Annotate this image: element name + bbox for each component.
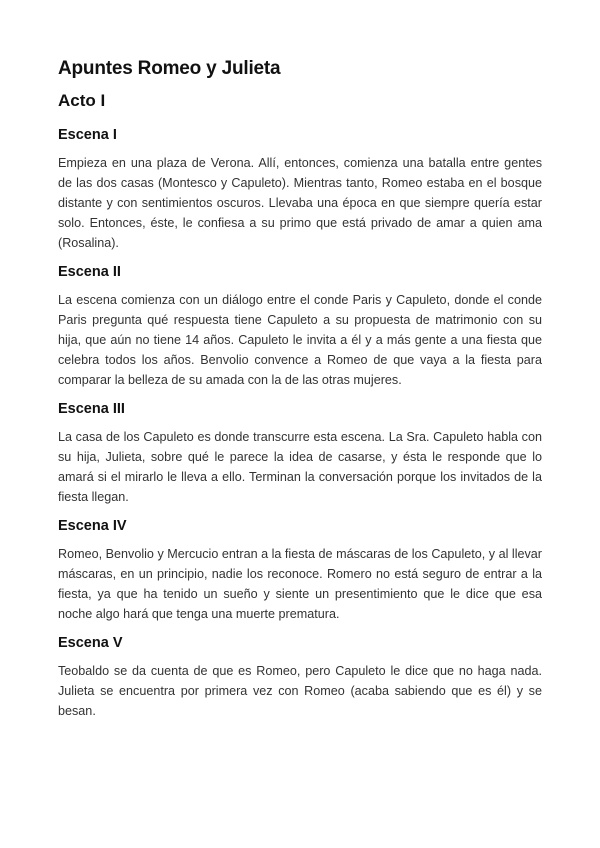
scene-paragraph: La casa de los Capuleto es donde transcurre esta escena. La Sra. Capuleto habla con su hija, Julieta, sobre qué le parece la idea de casarse, y ésta le responde que lo amará si el mirarlo le lleva a ello. Terminan la conversación porque los invitados de la fiesta llegan. — [58, 430, 542, 504]
scene-paragraph: La escena comienza con un diálogo entre el conde Paris y Capuleto, donde el conde Paris pregunta qué respuesta tiene Capuleto a su propuesta de matrimonio con su hija, que aún no tiene 14 años. Capuleto le invita a él y a más gente a una fiesta que celebra todos los años. Benvolio convence a Romeo de que vaya a la fiesta para comparar la belleza de su amada con la de las otras mujeres. — [58, 293, 542, 387]
scene-paragraph: Teobaldo se da cuenta de que es Romeo, pero Capuleto le dice que no haga nada. Julieta se encuentra por primera vez con Romeo (acaba sabiendo que es él) y se besan. — [58, 664, 542, 718]
scene-heading: Escena IV — [58, 518, 127, 534]
act-heading: Acto I — [58, 91, 106, 110]
scene-heading: Escena II — [58, 264, 121, 280]
scene-heading: Escena III — [58, 401, 125, 417]
scene-heading: Escena I — [58, 127, 117, 143]
scene-paragraph: Romeo, Benvolio y Mercucio entran a la fiesta de máscaras de los Capuleto, y al llevar máscaras, en un principio, nadie los reconoce. Romero no está seguro de entrar a la fiesta, ya que ha tenido un sueño y siente un presentimiento que le dice que esa noche algo hará que tenga una muerte prematura. — [58, 547, 542, 621]
document-title: Apuntes Romeo y Julieta — [58, 58, 281, 79]
scene-heading: Escena V — [58, 635, 123, 651]
scene-paragraph: Empieza en una plaza de Verona. Allí, entonces, comienza una batalla entre gentes de las dos casas (Montesco y Capuleto). Mientras tanto, Romeo estaba en el bosque distante y con sentimientos oscuros. Llevaba una época en que siempre quería estar solo. Entonces, éste, le confiesa a su primo que está privado de amar a quien ama (Rosalina). — [58, 156, 542, 250]
